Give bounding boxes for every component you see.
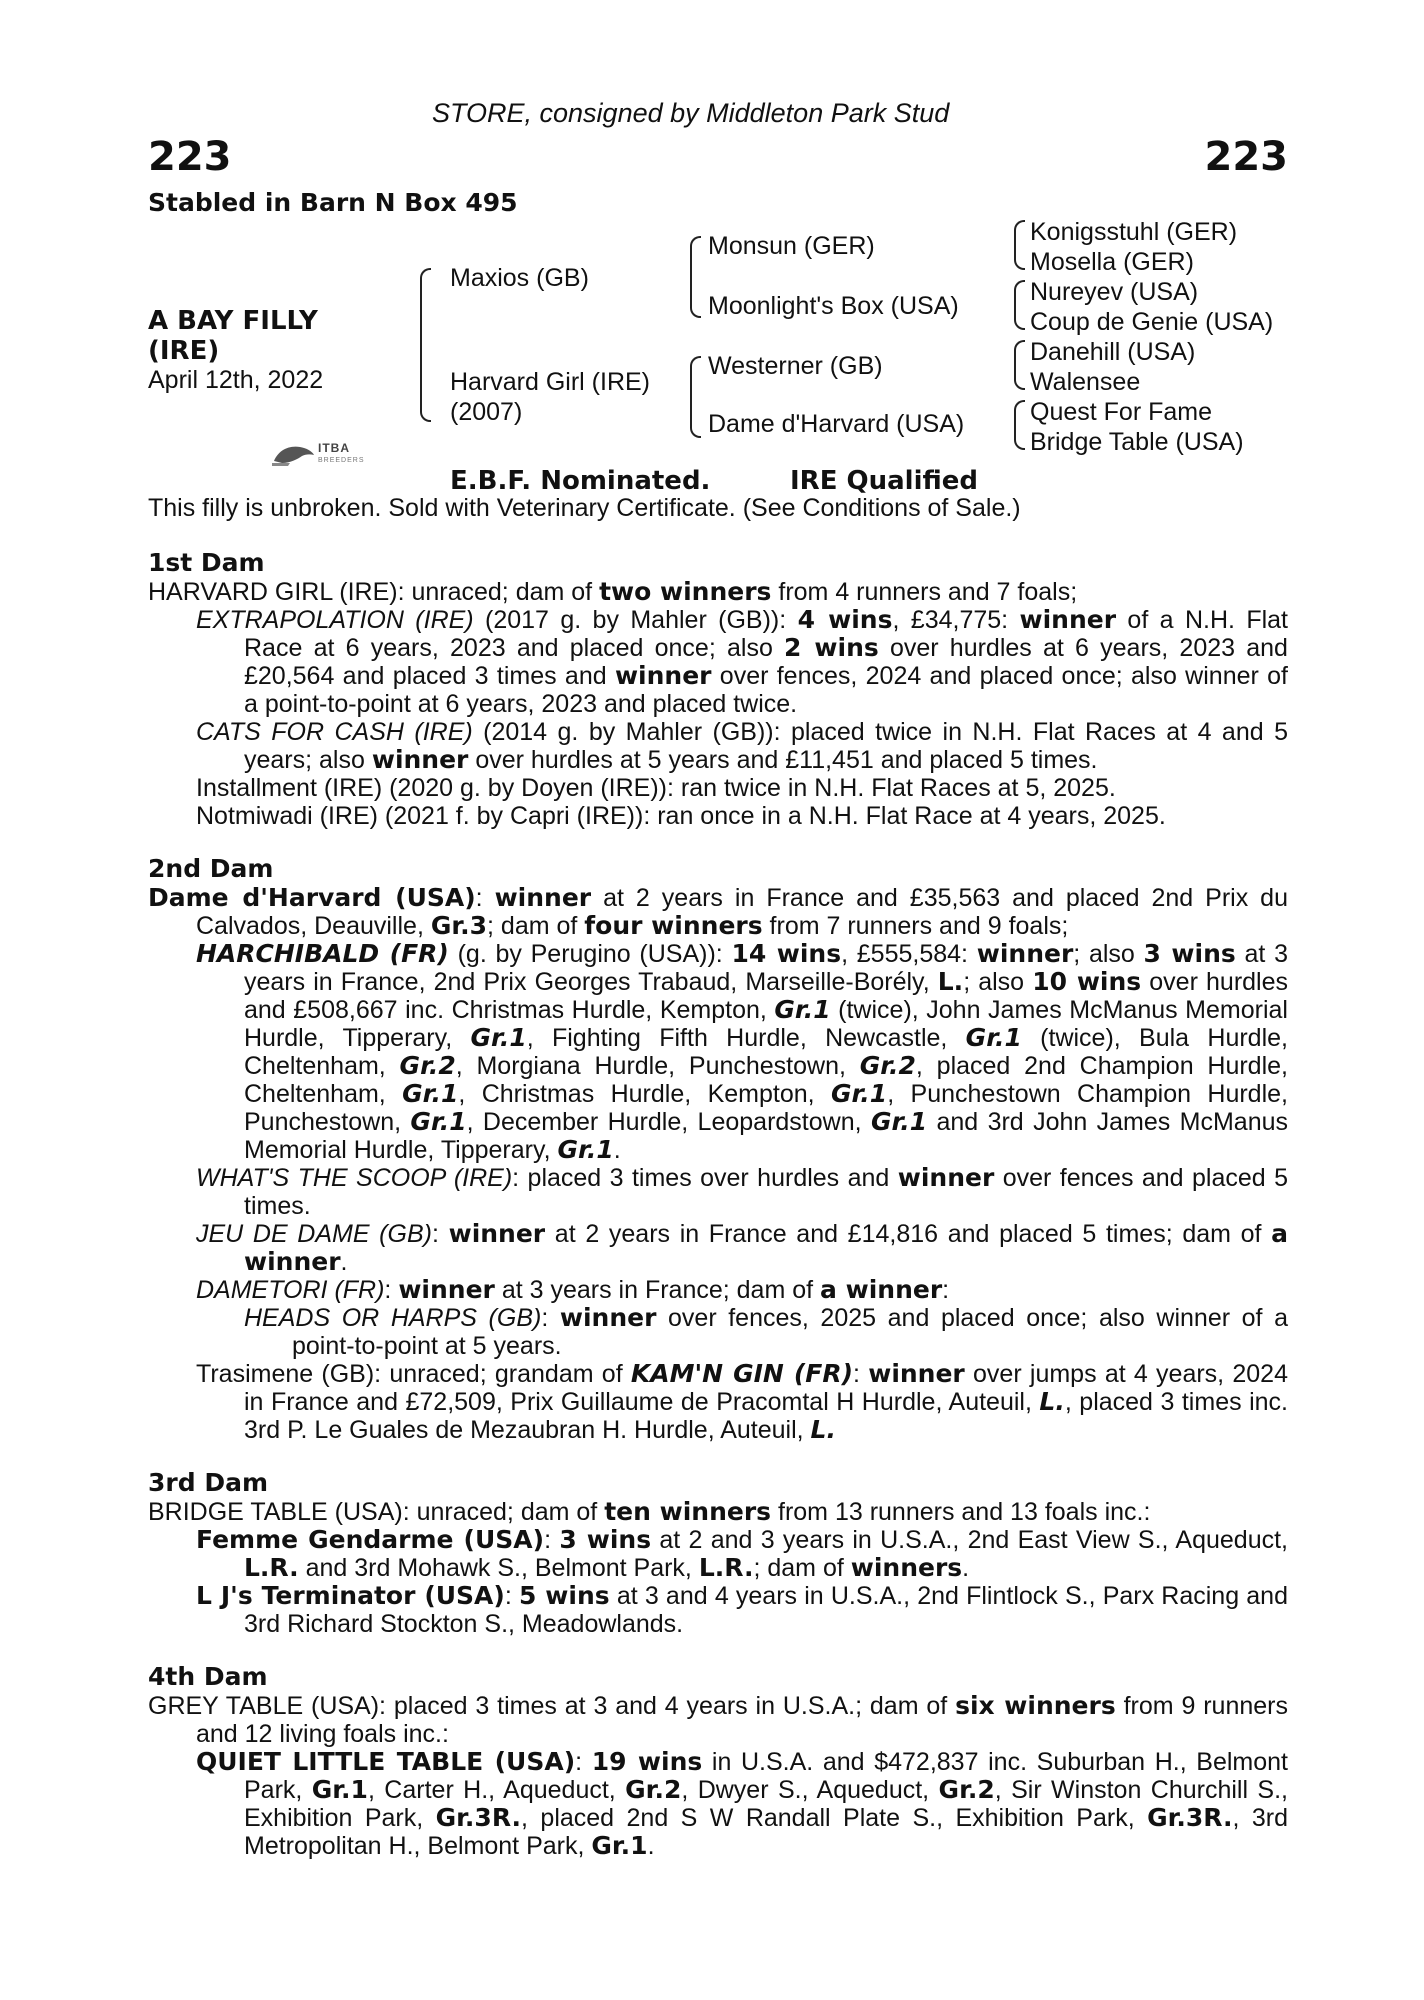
pedigree-brace	[420, 268, 431, 422]
pedigree-dam-dam: Dame d'Harvard (USA)	[708, 410, 965, 438]
pedigree-sire: Maxios (GB)	[450, 264, 589, 292]
lot-number-right: 223	[1204, 134, 1288, 180]
dam-intro: BRIDGE TABLE (USA): unraced; dam of ten winners from 13 runners and 13 foals inc.:	[148, 1497, 1151, 1526]
produce-entry: Trasimene (GB): unraced; grandam of KAM'N GIN (FR): winner over jumps at 4 years, 2024 in France and £72,509, Prix Guillaume de Pracomtal H Hurdle, Auteuil, L., placed 3 times inc. 3rd P. Le Guales de Mezaubran H. Hurdle, Auteuil, L.	[196, 1359, 1288, 1444]
pedigree-sdd: Coup de Genie (USA)	[1030, 308, 1274, 336]
stabling-info: Stabled in Barn N Box 495	[148, 188, 518, 217]
itba-logo	[270, 441, 365, 472]
dam-intro: HARVARD GIRL (IRE): unraced; dam of two winners from 4 runners and 7 foals;	[148, 577, 1078, 606]
pedigree-sire-sire: Monsun (GER)	[708, 232, 875, 260]
horse-country: (IRE)	[148, 336, 220, 366]
produce-entry: EXTRAPOLATION (IRE) (2017 g. by Mahler (GB)): 4 wins, £34,775: winner of a N.H. Flat Race at 6 years, 2023 and placed once; also 2 wins over hurdles at 6 years, 2023 and £20,564 and placed 3 times and winner over fences, 2024 and placed once; also winner of a point-to-point at 6 years, 2023 and placed twice.	[196, 605, 1289, 718]
produce-entry: HEADS OR HARPS (GB): winner over fences, 2025 and placed once; also winner of a point-to-point at 5 years.	[244, 1303, 1289, 1360]
pedigree-dam-year: (2007)	[450, 398, 523, 426]
logo-text: ITBA	[318, 441, 350, 455]
logo-subtext: BREEDERS	[318, 457, 365, 464]
sale-notes: This filly is unbroken. Sold with Veterinary Certificate. (See Conditions of Sale.)	[148, 494, 1021, 522]
produce-entry: QUIET LITTLE TABLE (USA): 19 wins in U.S.A. and $472,837 inc. Suburban H., Belmont Park, Gr.1, Carter H., Aqueduct, Gr.2, Dwyer S., Aqueduct, Gr.2, Sir Winston Churchill S., Exhibition Park, Gr.3R., placed 2nd S W Randall Plate S., Exhibition Park, Gr.3R., 3rd Metropolitan H., Belmont Park, Gr.1.	[196, 1747, 1289, 1860]
pedigree-brace	[1014, 220, 1025, 270]
produce-entry: WHAT'S THE SCOOP (IRE): placed 3 times over hurdles and winner over fences and placed 5 times.	[196, 1163, 1289, 1220]
produce-entry: JEU DE DAME (GB): winner at 2 years in France and £14,816 and placed 5 times; dam of a winner.	[196, 1219, 1289, 1276]
pedigree-dam-sire: Westerner (GB)	[708, 352, 883, 380]
produce-entry: Installment (IRE) (2020 g. by Doyen (IRE)): ran twice in N.H. Flat Races at 5, 2025.	[196, 774, 1116, 802]
horse-description: A BAY FILLY	[148, 306, 318, 336]
pedigree-dam: Harvard Girl (IRE)	[450, 368, 651, 396]
section-heading: 3rd Dam	[148, 1468, 268, 1497]
produce-entry: CATS FOR CASH (IRE) (2014 g. by Mahler (GB)): placed twice in N.H. Flat Races at 4 and 5 years; also winner over hurdles at 5 years and £11,451 and placed 5 times.	[196, 718, 1288, 774]
pedigree-brace	[1014, 400, 1025, 450]
lot-number-left: 223	[148, 134, 232, 180]
pedigree-dds: Quest For Fame	[1030, 398, 1212, 426]
ire-qualified: IRE Qualified	[790, 466, 979, 496]
pedigree-brace	[1014, 280, 1025, 330]
pedigree-sire-dam: Moonlight's Box (USA)	[708, 292, 959, 320]
pedigree-dss: Danehill (USA)	[1030, 338, 1196, 366]
section-heading: 2nd Dam	[148, 854, 274, 883]
pedigree-ddd: Bridge Table (USA)	[1030, 428, 1244, 456]
pedigree-brace	[1014, 340, 1025, 390]
pedigree-brace	[690, 236, 701, 318]
horse-dob: April 12th, 2022	[148, 366, 324, 394]
horse-head-icon	[270, 441, 316, 467]
produce-entry: L J's Terminator (USA): 5 wins at 3 and 4 years in U.S.A., 2nd Flintlock S., Parx Racing and 3rd Richard Stockton S., Meadowlands.	[196, 1581, 1288, 1638]
produce-entry: Femme Gendarme (USA): 3 wins at 2 and 3 years in U.S.A., 2nd East View S., Aqueduct, L.R. and 3rd Mohawk S., Belmont Park, L.R.; dam of winners.	[196, 1525, 1288, 1582]
ebf-nominated: E.B.F. Nominated.	[450, 466, 711, 496]
pedigree-dsd: Walensee	[1030, 368, 1141, 396]
section-heading: 1st Dam	[148, 548, 265, 577]
pedigree-sss: Konigsstuhl (GER)	[1030, 218, 1238, 246]
dam-intro: GREY TABLE (USA): placed 3 times at 3 and 4 years in U.S.A.; dam of six winners from 9 runners and 12 living foals inc.:	[148, 1691, 1288, 1748]
produce-entry: DAMETORI (FR): winner at 3 years in France; dam of a winner:	[196, 1275, 950, 1304]
produce-record	[148, 548, 1288, 1860]
produce-entry: Notmiwadi (IRE) (2021 f. by Capri (IRE)): ran once in a N.H. Flat Race at 4 years, 2025.	[196, 802, 1166, 830]
section-heading: 4th Dam	[148, 1662, 268, 1691]
consignor-line: STORE, consigned by Middleton Park Stud	[432, 98, 950, 128]
dam-intro: Dame d'Harvard (USA): winner at 2 years in France and £35,563 and placed 2nd Prix du Calvados, Deauville, Gr.3; dam of four winners from 7 runners and 9 foals;	[148, 883, 1288, 940]
pedigree-sds: Nureyev (USA)	[1030, 278, 1199, 306]
produce-entry: HARCHIBALD (FR) (g. by Perugino (USA)): 14 wins, £555,584: winner; also 3 wins at 3 years in France, 2nd Prix Georges Trabaud, Marseille-Borély, L.; also 10 wins over hurdles and £508,667 inc. Christmas Hurdle, Kempton, Gr.1 (twice), John James McManus Memorial Hurdle, Tipperary, Gr.1, Fighting Fifth Hurdle, Newcastle, Gr.1 (twice), Bula Hurdle, Cheltenham, Gr.2, Morgiana Hurdle, Punchestown, Gr.2, placed 2nd Champion Hurdle, Cheltenham, Gr.1, Christmas Hurdle, Kempton, Gr.1, Punchestown Champion Hurdle, Punchestown, Gr.1, December Hurdle, Leopardstown, Gr.1 and 3rd John James McManus Memorial Hurdle, Tipperary, Gr.1.	[196, 939, 1289, 1164]
pedigree-ssd: Mosella (GER)	[1030, 248, 1194, 276]
pedigree-brace	[690, 356, 701, 438]
